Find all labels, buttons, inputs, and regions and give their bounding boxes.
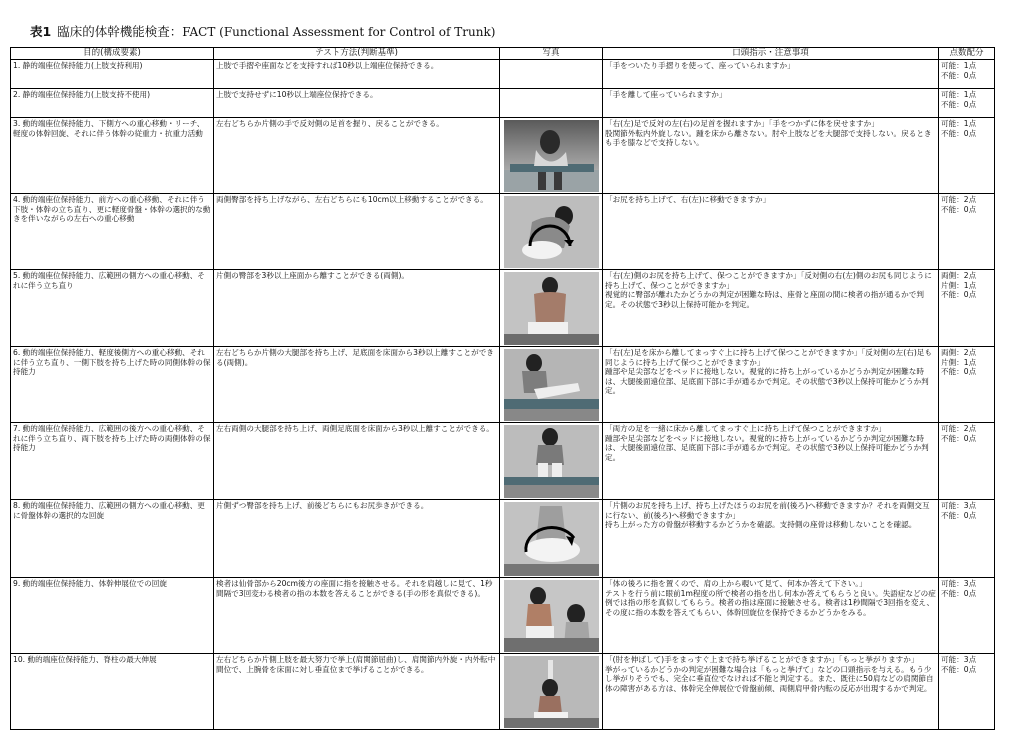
photo-cell [500, 654, 603, 730]
score-cell: 可能：3点 不能：0点 [939, 654, 995, 730]
look-behind-photo [504, 580, 599, 652]
purpose-cell: 1. 静的端座位保持能力(上肢支持利用) [11, 60, 214, 89]
header-score: 点数配分 [939, 48, 995, 60]
instruction-cell: 「右(左)足を床から離してまっすぐ上に持ち上げて保つことができますか」「反対側の左(右)足も同じように持ち上げて保つことができますか」 踵部や足尖部などをベッドに接地しない。視覚的に持ち上がっているかどうか判定が困難な時は、大腿後面遠位部、足底面下部に手が通るかで判定。その状態で3秒以上保持可能かどうか判定。 [603, 347, 939, 423]
instruction-cell: 「右(左)側のお尻を持ち上げて、保つことができますか」「反対側の右(左)側のお尻も同じように持ち上げて、保つことができますか」 視覚的に臀部が離れたかどうかの判定が困難な時は、座骨と座面の間に検者の指が通るかで判定。その状態で3秒以上保持可能かを判定。 [603, 270, 939, 347]
title-jp: 臨床的体幹機能検査： [57, 24, 183, 39]
purpose-cell: 2. 静的端座位保持能力(上肢支持不使用) [11, 89, 214, 118]
table-row [11, 654, 995, 730]
header-method: テスト方法(判断基準) [214, 48, 500, 60]
table-row [11, 347, 995, 423]
method-cell: 左右どちらか片側上肢を最大努力で挙上(肩関節屈曲)し、肩関節内外旋・内外転中間位で、上腕骨を床面に対し垂直位まで挙げることができる。 [214, 654, 500, 730]
scoot-photo [504, 502, 599, 576]
table-row [11, 270, 995, 347]
method-cell: 左右両側の大腿部を持ち上げ、両側足底面を床面から3秒以上離すことができる。 [214, 423, 500, 500]
photo-cell [500, 347, 603, 423]
purpose-cell: 7. 動的端座位保持能力、広範囲の後方への重心移動、それに伴う立ち直り、両下肢を持ち上げた時の両側体幹の保持能力 [11, 423, 214, 500]
instruction-cell: 「手をついたり手摺りを使って、座っていられますか」 [603, 60, 939, 89]
instruction-cell: 「お尻を持ち上げて、右(左)に移動できますか」 [603, 194, 939, 270]
method-cell: 片側ずつ臀部を持ち上げ、前後どちらにもお尻歩きができる。 [214, 500, 500, 578]
purpose-cell: 6. 動的端座位保持能力、軽度後側方への重心移動、それに伴う立ち直り、一側下肢を持ち上げた時の同側体幹の保持能力 [11, 347, 214, 423]
instruction-cell: 「体の後ろに指を置くので、肩の上から覗いて見て、何本か答えて下さい。」 テストを行う前に眼前1m程度の所で検者の指を出し何本か答えてもらうと良い。失語症などの症例では指の形を真似してもらう。検者の指は座面に接触させる。検者は1秒間隔で3回指を変え、その度に指の本数を答えてもらい、体幹回旋位を保持できるかどうかをみる。 [603, 578, 939, 654]
lift-one-leg-photo [504, 349, 599, 421]
photo-cell [500, 89, 603, 118]
photo-cell [500, 60, 603, 89]
score-cell: 可能：2点 不能：0点 [939, 423, 995, 500]
lateral-shift-photo [504, 196, 599, 268]
method-cell: 上肢で手摺や座面などを支持すれば10秒以上端座位保持できる。 [214, 60, 500, 89]
photo-cell [500, 500, 603, 578]
score-cell: 両側：2点 片側：1点 不能：0点 [939, 270, 995, 347]
method-cell: 左右どちらか片側の手で反対側の足首を握り、戻ることができる。 [214, 118, 500, 194]
photo-cell [500, 194, 603, 270]
instruction-cell: 「右(左)足で反対の左(右)の足首を握れますか」「手をつかずに体を戻せますか」 股関節外転内外旋しない。踵を床から離さない。肘や上肢などを大腿部で支持しない。戻るときも手を膝などで支持しない。 [603, 118, 939, 194]
method-cell: 左右どちらか片側の大腿部を持ち上げ、足底面を床面から3秒以上離すことができる(両側)。 [214, 347, 500, 423]
lift-hip-photo [504, 272, 599, 345]
header-photo: 写真 [500, 48, 603, 60]
table-row [11, 500, 995, 578]
reach-ankle-photo [504, 120, 599, 192]
method-cell: 上肢で支持せずに10秒以上端座位保持できる。 [214, 89, 500, 118]
score-cell: 可能：2点 不能：0点 [939, 194, 995, 270]
lift-both-legs-photo [504, 425, 599, 498]
method-cell: 検者は仙骨部から20cm後方の座面に指を接触させる。それを肩越しに見て、1秒間隔で3回変わる検者の指の本数を答えることができる(手の形を真似できる)。 [214, 578, 500, 654]
table-number: 表1 [30, 24, 52, 39]
table-title [30, 22, 495, 40]
instruction-cell: 「片側のお尻を持ち上げ、持ち上げたほうのお尻を前(後ろ)へ移動できますか？それを両側交互に行ない、前(後ろ)へ移動できますか」 持ち上がった方の骨盤が移動するかどうかを確認。支持側の座骨は移動しないことを確認。 [603, 500, 939, 578]
table-row [11, 89, 995, 118]
raise-arm-photo [504, 656, 599, 728]
method-cell: 両側臀部を持ち上げながら、左右どちらにも10cm以上移動することができる。 [214, 194, 500, 270]
score-cell: 可能：3点 不能：0点 [939, 500, 995, 578]
purpose-cell: 8. 動的端座位保持能力、広範囲の側方への重心移動、更に骨盤体幹の選択的な回旋 [11, 500, 214, 578]
method-cell: 片側の臀部を3秒以上座面から離すことができる(両側)。 [214, 270, 500, 347]
score-cell: 可能：1点 不能：0点 [939, 89, 995, 118]
purpose-cell: 4. 動的端座位保持能力、前方への重心移動、それに伴う下肢・体幹の立ち直り、更に軽度骨盤・体幹の選択的な動きを伴いながらの左右への重心移動 [11, 194, 214, 270]
table-row [11, 60, 995, 89]
instruction-cell: 「両方の足を一緒に床から離してまっすぐ上に持ち上げて保つことができますか」 踵部や足尖部などをベッドに接地しない。視覚的に持ち上がっているかどうか判定が困難な時は、大腿後面遠位部、足底面下部に手が通るかで判定。その状態で3秒以上保持可能かどうか判定。 [603, 423, 939, 500]
purpose-cell: 10. 動的端座位保持能力、脊柱の最大伸展 [11, 654, 214, 730]
purpose-cell: 3. 動的端座位保持能力、下側方への重心移動・リーチ、軽度の体幹回旋、それに伴う体幹の従重力・抗重力活動 [11, 118, 214, 194]
instruction-cell: 「手を離して座っていられますか」 [603, 89, 939, 118]
score-cell: 可能：1点 不能：0点 [939, 118, 995, 194]
photo-cell [500, 423, 603, 500]
title-en: FACT (Functional Assessment for Control of Trunk) [182, 25, 496, 39]
table-row [11, 194, 995, 270]
purpose-cell: 9. 動的端座位保持能力、体幹伸展位での回旋 [11, 578, 214, 654]
photo-cell [500, 270, 603, 347]
photo-cell [500, 578, 603, 654]
header-instruction: 口頭指示・注意事項 [603, 48, 939, 60]
fact-table [10, 47, 995, 730]
score-cell: 可能：1点 不能：0点 [939, 60, 995, 89]
table-row [11, 578, 995, 654]
table-row [11, 118, 995, 194]
score-cell: 両側：2点 片側：1点 不能：0点 [939, 347, 995, 423]
table-row [11, 423, 995, 500]
instruction-cell: 「(肘を伸ばして)手をまっすぐ上まで持ち挙げることができますか」「もっと挙がりますか」 挙がっているかどうかの判定が困難な場合は「もっと挙げて」などの口頭指示を与える。もう少し挙がりそうでも、完全に垂直位でなければ不能と判定する。また、既往に50肩などの肩関節自体の障害がある方は、体幹完全伸展位で骨盤前傾、両側肩甲骨内転の反応が出現するかで判定。 [603, 654, 939, 730]
score-cell: 可能：3点 不能：0点 [939, 578, 995, 654]
purpose-cell: 5. 動的端座位保持能力、広範囲の側方への重心移動、それに伴う立ち直り [11, 270, 214, 347]
photo-cell [500, 118, 603, 194]
header-purpose: 目的(構成要素) [11, 48, 214, 60]
header-row [11, 48, 995, 60]
